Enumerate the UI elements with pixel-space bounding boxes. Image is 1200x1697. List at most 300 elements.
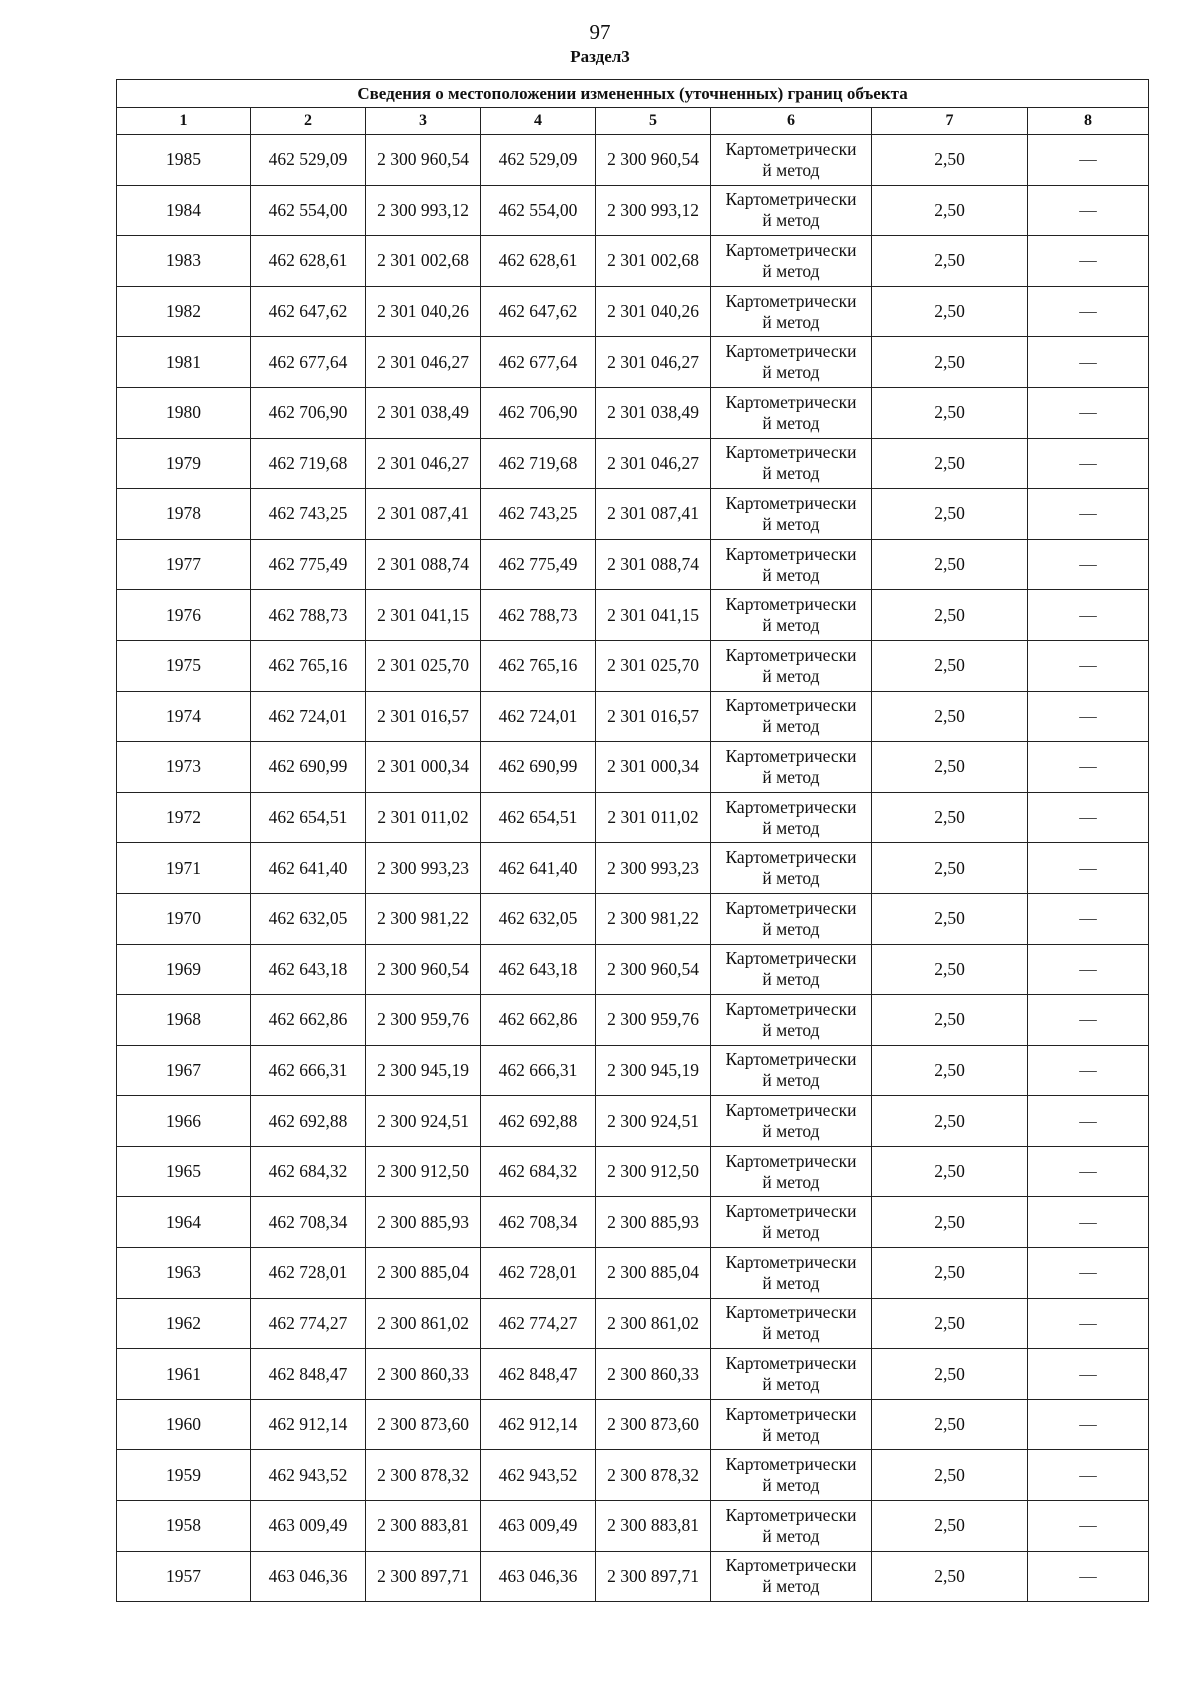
method-text-line: й метод bbox=[762, 665, 820, 686]
table-row bbox=[117, 1045, 1149, 1096]
method-text-line: Картометрически bbox=[725, 492, 857, 513]
y-new-cell: 2 300 993,23 bbox=[596, 843, 711, 894]
method-cell bbox=[711, 893, 872, 944]
y-new-cell: 2 300 945,19 bbox=[596, 1045, 711, 1096]
x-new-cell: 462 641,40 bbox=[481, 843, 596, 894]
x-new-cell: 462 912,14 bbox=[481, 1399, 596, 1450]
y-existing-cell: 2 300 960,54 bbox=[366, 135, 481, 186]
point-number-cell: 1977 bbox=[117, 539, 251, 590]
method-text-line: Картометрически bbox=[725, 543, 857, 564]
accuracy-cell: 2,50 bbox=[872, 539, 1028, 590]
y-existing-cell: 2 300 924,51 bbox=[366, 1096, 481, 1147]
point-number-cell: 1976 bbox=[117, 590, 251, 641]
accuracy-cell: 2,50 bbox=[872, 1248, 1028, 1299]
table-row bbox=[117, 843, 1149, 894]
accuracy-cell: 2,50 bbox=[872, 1096, 1028, 1147]
y-new-cell: 2 300 885,93 bbox=[596, 1197, 711, 1248]
table-row bbox=[117, 1450, 1149, 1501]
x-new-cell: 462 690,99 bbox=[481, 742, 596, 793]
method-text-line: Картометрически bbox=[725, 239, 857, 260]
method-cell bbox=[711, 1096, 872, 1147]
method-text-line: й метод bbox=[762, 1019, 820, 1040]
y-new-cell: 2 300 981,22 bbox=[596, 893, 711, 944]
accuracy-cell: 2,50 bbox=[872, 185, 1028, 236]
method-cell bbox=[711, 1501, 872, 1552]
y-new-cell: 2 301 046,27 bbox=[596, 438, 711, 489]
description-cell: — bbox=[1028, 185, 1149, 236]
y-new-cell: 2 301 002,68 bbox=[596, 236, 711, 287]
y-existing-cell: 2 301 046,27 bbox=[366, 337, 481, 388]
method-text-line: Картометрически bbox=[725, 745, 857, 766]
point-number-cell: 1969 bbox=[117, 944, 251, 995]
x-existing-cell: 462 628,61 bbox=[251, 236, 366, 287]
method-cell bbox=[711, 135, 872, 186]
method-text-line: Картометрически bbox=[725, 1403, 857, 1424]
table-row bbox=[117, 792, 1149, 843]
method-cell bbox=[711, 843, 872, 894]
method-text-line: Картометрически bbox=[725, 1555, 857, 1576]
y-new-cell: 2 300 960,54 bbox=[596, 135, 711, 186]
table-row bbox=[117, 539, 1149, 590]
table-row bbox=[117, 438, 1149, 489]
method-text-line: й метод bbox=[762, 513, 820, 534]
y-existing-cell: 2 300 873,60 bbox=[366, 1399, 481, 1450]
x-new-cell: 462 788,73 bbox=[481, 590, 596, 641]
y-existing-cell: 2 300 912,50 bbox=[366, 1146, 481, 1197]
point-number-cell: 1973 bbox=[117, 742, 251, 793]
description-cell: — bbox=[1028, 236, 1149, 287]
method-text-line: Картометрически bbox=[725, 1353, 857, 1374]
x-existing-cell: 462 529,09 bbox=[251, 135, 366, 186]
accuracy-cell: 2,50 bbox=[872, 1349, 1028, 1400]
y-new-cell: 2 300 878,32 bbox=[596, 1450, 711, 1501]
x-new-cell: 462 666,31 bbox=[481, 1045, 596, 1096]
y-new-cell: 2 301 088,74 bbox=[596, 539, 711, 590]
x-new-cell: 463 046,36 bbox=[481, 1551, 596, 1602]
description-cell: — bbox=[1028, 1197, 1149, 1248]
y-existing-cell: 2 300 993,23 bbox=[366, 843, 481, 894]
point-number-cell: 1966 bbox=[117, 1096, 251, 1147]
x-existing-cell: 462 690,99 bbox=[251, 742, 366, 793]
method-cell bbox=[711, 539, 872, 590]
x-existing-cell: 462 647,62 bbox=[251, 286, 366, 337]
method-text-line: Картометрически bbox=[725, 1201, 857, 1222]
method-text-line: й метод bbox=[762, 1272, 820, 1293]
x-new-cell: 462 677,64 bbox=[481, 337, 596, 388]
point-number-cell: 1979 bbox=[117, 438, 251, 489]
accuracy-cell: 2,50 bbox=[872, 691, 1028, 742]
y-existing-cell: 2 300 993,12 bbox=[366, 185, 481, 236]
accuracy-cell: 2,50 bbox=[872, 843, 1028, 894]
y-existing-cell: 2 301 025,70 bbox=[366, 640, 481, 691]
y-existing-cell: 2 301 088,74 bbox=[366, 539, 481, 590]
x-new-cell: 462 628,61 bbox=[481, 236, 596, 287]
description-cell: — bbox=[1028, 843, 1149, 894]
method-text-line: й метод bbox=[762, 615, 820, 636]
method-text-line: й метод bbox=[762, 1222, 820, 1243]
method-cell bbox=[711, 1450, 872, 1501]
table-row bbox=[117, 1248, 1149, 1299]
accuracy-cell: 2,50 bbox=[872, 286, 1028, 337]
x-existing-cell: 462 774,27 bbox=[251, 1298, 366, 1349]
accuracy-cell: 2,50 bbox=[872, 489, 1028, 540]
x-new-cell: 462 632,05 bbox=[481, 893, 596, 944]
x-new-cell: 462 529,09 bbox=[481, 135, 596, 186]
y-new-cell: 2 301 025,70 bbox=[596, 640, 711, 691]
description-cell: — bbox=[1028, 995, 1149, 1046]
x-existing-cell: 463 009,49 bbox=[251, 1501, 366, 1552]
column-number-row bbox=[117, 108, 1149, 135]
y-existing-cell: 2 301 040,26 bbox=[366, 286, 481, 337]
point-number-cell: 1980 bbox=[117, 387, 251, 438]
accuracy-cell: 2,50 bbox=[872, 640, 1028, 691]
point-number-cell: 1971 bbox=[117, 843, 251, 894]
x-new-cell: 462 662,86 bbox=[481, 995, 596, 1046]
description-cell: — bbox=[1028, 1298, 1149, 1349]
description-cell: — bbox=[1028, 590, 1149, 641]
y-new-cell: 2 300 897,71 bbox=[596, 1551, 711, 1602]
method-text-line: Картометрически bbox=[725, 594, 857, 615]
method-text-line: Картометрически bbox=[725, 1302, 857, 1323]
accuracy-cell: 2,50 bbox=[872, 1197, 1028, 1248]
x-new-cell: 462 684,32 bbox=[481, 1146, 596, 1197]
method-text-line: й метод bbox=[762, 1374, 820, 1395]
method-text-line: й метод bbox=[762, 1171, 820, 1192]
x-existing-cell: 462 775,49 bbox=[251, 539, 366, 590]
method-text-line: Картометрически bbox=[725, 897, 857, 918]
boundary-table bbox=[116, 79, 1149, 1602]
accuracy-cell: 2,50 bbox=[872, 1146, 1028, 1197]
column-number: 4 bbox=[481, 108, 596, 135]
table-row bbox=[117, 286, 1149, 337]
description-cell: — bbox=[1028, 286, 1149, 337]
x-new-cell: 462 943,52 bbox=[481, 1450, 596, 1501]
x-new-cell: 463 009,49 bbox=[481, 1501, 596, 1552]
method-cell bbox=[711, 1399, 872, 1450]
point-number-cell: 1984 bbox=[117, 185, 251, 236]
accuracy-cell: 2,50 bbox=[872, 792, 1028, 843]
method-cell bbox=[711, 1197, 872, 1248]
page-number: 97 bbox=[589, 20, 611, 44]
accuracy-cell: 2,50 bbox=[872, 1045, 1028, 1096]
method-text-line: Картометрически bbox=[725, 644, 857, 665]
method-text-line: й метод bbox=[762, 868, 820, 889]
method-text-line: Картометрически bbox=[725, 998, 857, 1019]
method-text-line: й метод bbox=[762, 159, 820, 180]
x-new-cell: 462 765,16 bbox=[481, 640, 596, 691]
method-text-line: й метод bbox=[762, 1121, 820, 1142]
method-cell bbox=[711, 590, 872, 641]
x-new-cell: 462 647,62 bbox=[481, 286, 596, 337]
x-existing-cell: 462 666,31 bbox=[251, 1045, 366, 1096]
method-text-line: Картометрически bbox=[725, 341, 857, 362]
point-number-cell: 1962 bbox=[117, 1298, 251, 1349]
y-existing-cell: 2 301 041,15 bbox=[366, 590, 481, 641]
x-existing-cell: 462 692,88 bbox=[251, 1096, 366, 1147]
x-existing-cell: 462 643,18 bbox=[251, 944, 366, 995]
method-text-line: Картометрически bbox=[725, 796, 857, 817]
method-text-line: й метод bbox=[762, 969, 820, 990]
description-cell: — bbox=[1028, 1501, 1149, 1552]
x-existing-cell: 462 554,00 bbox=[251, 185, 366, 236]
x-new-cell: 462 774,27 bbox=[481, 1298, 596, 1349]
table-caption-row bbox=[117, 80, 1149, 108]
column-number: 2 bbox=[251, 108, 366, 135]
accuracy-cell: 2,50 bbox=[872, 337, 1028, 388]
method-text-line: й метод bbox=[762, 1475, 820, 1496]
method-text-line: й метод bbox=[762, 260, 820, 281]
y-existing-cell: 2 300 897,71 bbox=[366, 1551, 481, 1602]
x-new-cell: 462 743,25 bbox=[481, 489, 596, 540]
method-text-line: й метод bbox=[762, 1070, 820, 1091]
x-new-cell: 462 706,90 bbox=[481, 387, 596, 438]
point-number-cell: 1965 bbox=[117, 1146, 251, 1197]
table-row bbox=[117, 742, 1149, 793]
method-text-line: Картометрически bbox=[725, 695, 857, 716]
x-existing-cell: 462 706,90 bbox=[251, 387, 366, 438]
table-row bbox=[117, 1096, 1149, 1147]
description-cell: — bbox=[1028, 944, 1149, 995]
table-body bbox=[117, 135, 1149, 1602]
y-new-cell: 2 301 038,49 bbox=[596, 387, 711, 438]
description-cell: — bbox=[1028, 691, 1149, 742]
point-number-cell: 1983 bbox=[117, 236, 251, 287]
y-new-cell: 2 300 960,54 bbox=[596, 944, 711, 995]
y-new-cell: 2 300 860,33 bbox=[596, 1349, 711, 1400]
accuracy-cell: 2,50 bbox=[872, 1551, 1028, 1602]
accuracy-cell: 2,50 bbox=[872, 1450, 1028, 1501]
description-cell: — bbox=[1028, 640, 1149, 691]
method-cell bbox=[711, 1248, 872, 1299]
method-text-line: й метод bbox=[762, 463, 820, 484]
point-number-cell: 1985 bbox=[117, 135, 251, 186]
y-existing-cell: 2 301 011,02 bbox=[366, 792, 481, 843]
method-text-line: й метод bbox=[762, 1323, 820, 1344]
y-existing-cell: 2 301 087,41 bbox=[366, 489, 481, 540]
description-cell: — bbox=[1028, 1399, 1149, 1450]
method-cell bbox=[711, 337, 872, 388]
x-existing-cell: 462 912,14 bbox=[251, 1399, 366, 1450]
description-cell: — bbox=[1028, 1349, 1149, 1400]
method-text-line: Картометрически bbox=[725, 189, 857, 210]
method-text-line: Картометрически bbox=[725, 1251, 857, 1272]
column-number: 5 bbox=[596, 108, 711, 135]
y-new-cell: 2 301 040,26 bbox=[596, 286, 711, 337]
x-existing-cell: 462 684,32 bbox=[251, 1146, 366, 1197]
description-cell: — bbox=[1028, 893, 1149, 944]
method-text-line: й метод bbox=[762, 564, 820, 585]
description-cell: — bbox=[1028, 1450, 1149, 1501]
method-text-line: й метод bbox=[762, 1576, 820, 1597]
table-row bbox=[117, 995, 1149, 1046]
x-new-cell: 462 692,88 bbox=[481, 1096, 596, 1147]
method-cell bbox=[711, 185, 872, 236]
point-number-cell: 1963 bbox=[117, 1248, 251, 1299]
y-existing-cell: 2 300 885,04 bbox=[366, 1248, 481, 1299]
y-existing-cell: 2 300 960,54 bbox=[366, 944, 481, 995]
method-text-line: й метод bbox=[762, 716, 820, 737]
table-row bbox=[117, 1146, 1149, 1197]
x-existing-cell: 462 743,25 bbox=[251, 489, 366, 540]
y-new-cell: 2 300 883,81 bbox=[596, 1501, 711, 1552]
accuracy-cell: 2,50 bbox=[872, 995, 1028, 1046]
method-text-line: Картометрически bbox=[725, 847, 857, 868]
point-number-cell: 1982 bbox=[117, 286, 251, 337]
section-title: Раздел3 bbox=[570, 47, 630, 66]
description-cell: — bbox=[1028, 387, 1149, 438]
accuracy-cell: 2,50 bbox=[872, 742, 1028, 793]
description-cell: — bbox=[1028, 792, 1149, 843]
y-existing-cell: 2 300 861,02 bbox=[366, 1298, 481, 1349]
x-existing-cell: 462 728,01 bbox=[251, 1248, 366, 1299]
table-row bbox=[117, 1298, 1149, 1349]
method-cell bbox=[711, 387, 872, 438]
column-number: 7 bbox=[872, 108, 1028, 135]
y-new-cell: 2 301 000,34 bbox=[596, 742, 711, 793]
x-existing-cell: 462 719,68 bbox=[251, 438, 366, 489]
point-number-cell: 1975 bbox=[117, 640, 251, 691]
y-existing-cell: 2 300 878,32 bbox=[366, 1450, 481, 1501]
method-cell bbox=[711, 1298, 872, 1349]
y-new-cell: 2 300 959,76 bbox=[596, 995, 711, 1046]
accuracy-cell: 2,50 bbox=[872, 944, 1028, 995]
point-number-cell: 1972 bbox=[117, 792, 251, 843]
y-existing-cell: 2 300 883,81 bbox=[366, 1501, 481, 1552]
x-existing-cell: 462 943,52 bbox=[251, 1450, 366, 1501]
accuracy-cell: 2,50 bbox=[872, 1501, 1028, 1552]
method-text-line: й метод bbox=[762, 311, 820, 332]
accuracy-cell: 2,50 bbox=[872, 387, 1028, 438]
method-cell bbox=[711, 742, 872, 793]
description-cell: — bbox=[1028, 539, 1149, 590]
description-cell: — bbox=[1028, 742, 1149, 793]
table-row bbox=[117, 236, 1149, 287]
method-text-line: й метод bbox=[762, 918, 820, 939]
y-new-cell: 2 300 861,02 bbox=[596, 1298, 711, 1349]
method-cell bbox=[711, 792, 872, 843]
method-text-line: Картометрически bbox=[725, 290, 857, 311]
method-text-line: й метод bbox=[762, 1525, 820, 1546]
method-cell bbox=[711, 1146, 872, 1197]
x-existing-cell: 462 632,05 bbox=[251, 893, 366, 944]
table-row bbox=[117, 387, 1149, 438]
method-cell bbox=[711, 236, 872, 287]
method-cell bbox=[711, 438, 872, 489]
y-existing-cell: 2 301 000,34 bbox=[366, 742, 481, 793]
table-row bbox=[117, 944, 1149, 995]
column-number: 3 bbox=[366, 108, 481, 135]
table-row bbox=[117, 489, 1149, 540]
table-row bbox=[117, 640, 1149, 691]
point-number-cell: 1957 bbox=[117, 1551, 251, 1602]
point-number-cell: 1967 bbox=[117, 1045, 251, 1096]
y-new-cell: 2 301 046,27 bbox=[596, 337, 711, 388]
point-number-cell: 1974 bbox=[117, 691, 251, 742]
description-cell: — bbox=[1028, 1045, 1149, 1096]
x-existing-cell: 462 662,86 bbox=[251, 995, 366, 1046]
table-row bbox=[117, 135, 1149, 186]
method-cell bbox=[711, 489, 872, 540]
method-text-line: й метод bbox=[762, 362, 820, 383]
method-text-line: Картометрически bbox=[725, 948, 857, 969]
table-row bbox=[117, 590, 1149, 641]
y-new-cell: 2 300 873,60 bbox=[596, 1399, 711, 1450]
y-new-cell: 2 300 912,50 bbox=[596, 1146, 711, 1197]
description-cell: — bbox=[1028, 135, 1149, 186]
accuracy-cell: 2,50 bbox=[872, 438, 1028, 489]
x-new-cell: 462 724,01 bbox=[481, 691, 596, 742]
accuracy-cell: 2,50 bbox=[872, 1298, 1028, 1349]
description-cell: — bbox=[1028, 1551, 1149, 1602]
method-text-line: й метод bbox=[762, 817, 820, 838]
method-text-line: Картометрически bbox=[725, 1504, 857, 1525]
point-number-cell: 1959 bbox=[117, 1450, 251, 1501]
point-number-cell: 1981 bbox=[117, 337, 251, 388]
table-row bbox=[117, 337, 1149, 388]
accuracy-cell: 2,50 bbox=[872, 1399, 1028, 1450]
table-row bbox=[117, 1551, 1149, 1602]
y-new-cell: 2 300 993,12 bbox=[596, 185, 711, 236]
x-existing-cell: 462 677,64 bbox=[251, 337, 366, 388]
point-number-cell: 1978 bbox=[117, 489, 251, 540]
method-text-line: й метод bbox=[762, 766, 820, 787]
table-row bbox=[117, 185, 1149, 236]
y-new-cell: 2 301 087,41 bbox=[596, 489, 711, 540]
y-new-cell: 2 300 885,04 bbox=[596, 1248, 711, 1299]
description-cell: — bbox=[1028, 337, 1149, 388]
y-new-cell: 2 300 924,51 bbox=[596, 1096, 711, 1147]
method-text-line: й метод bbox=[762, 1424, 820, 1445]
point-number-cell: 1961 bbox=[117, 1349, 251, 1400]
y-existing-cell: 2 300 945,19 bbox=[366, 1045, 481, 1096]
y-new-cell: 2 301 011,02 bbox=[596, 792, 711, 843]
method-text-line: Картометрически bbox=[725, 1049, 857, 1070]
method-cell bbox=[711, 995, 872, 1046]
table-row bbox=[117, 1501, 1149, 1552]
x-new-cell: 462 708,34 bbox=[481, 1197, 596, 1248]
y-existing-cell: 2 300 959,76 bbox=[366, 995, 481, 1046]
accuracy-cell: 2,50 bbox=[872, 135, 1028, 186]
method-cell bbox=[711, 1045, 872, 1096]
x-new-cell: 462 719,68 bbox=[481, 438, 596, 489]
y-new-cell: 2 301 041,15 bbox=[596, 590, 711, 641]
y-new-cell: 2 301 016,57 bbox=[596, 691, 711, 742]
method-cell bbox=[711, 944, 872, 995]
method-text-line: й метод bbox=[762, 412, 820, 433]
table-row bbox=[117, 893, 1149, 944]
x-new-cell: 462 728,01 bbox=[481, 1248, 596, 1299]
description-cell: — bbox=[1028, 489, 1149, 540]
x-new-cell: 462 554,00 bbox=[481, 185, 596, 236]
x-existing-cell: 462 724,01 bbox=[251, 691, 366, 742]
column-number: 1 bbox=[117, 108, 251, 135]
description-cell: — bbox=[1028, 1096, 1149, 1147]
method-cell bbox=[711, 691, 872, 742]
x-existing-cell: 462 708,34 bbox=[251, 1197, 366, 1248]
x-new-cell: 462 848,47 bbox=[481, 1349, 596, 1400]
method-cell bbox=[711, 640, 872, 691]
point-number-cell: 1970 bbox=[117, 893, 251, 944]
x-existing-cell: 462 654,51 bbox=[251, 792, 366, 843]
y-existing-cell: 2 301 002,68 bbox=[366, 236, 481, 287]
y-existing-cell: 2 300 860,33 bbox=[366, 1349, 481, 1400]
table-row bbox=[117, 691, 1149, 742]
method-cell bbox=[711, 286, 872, 337]
table-caption: Сведения о местоположении измененных (уточненных) границ объекта bbox=[117, 80, 1149, 108]
description-cell: — bbox=[1028, 438, 1149, 489]
x-new-cell: 462 775,49 bbox=[481, 539, 596, 590]
column-number: 6 bbox=[711, 108, 872, 135]
